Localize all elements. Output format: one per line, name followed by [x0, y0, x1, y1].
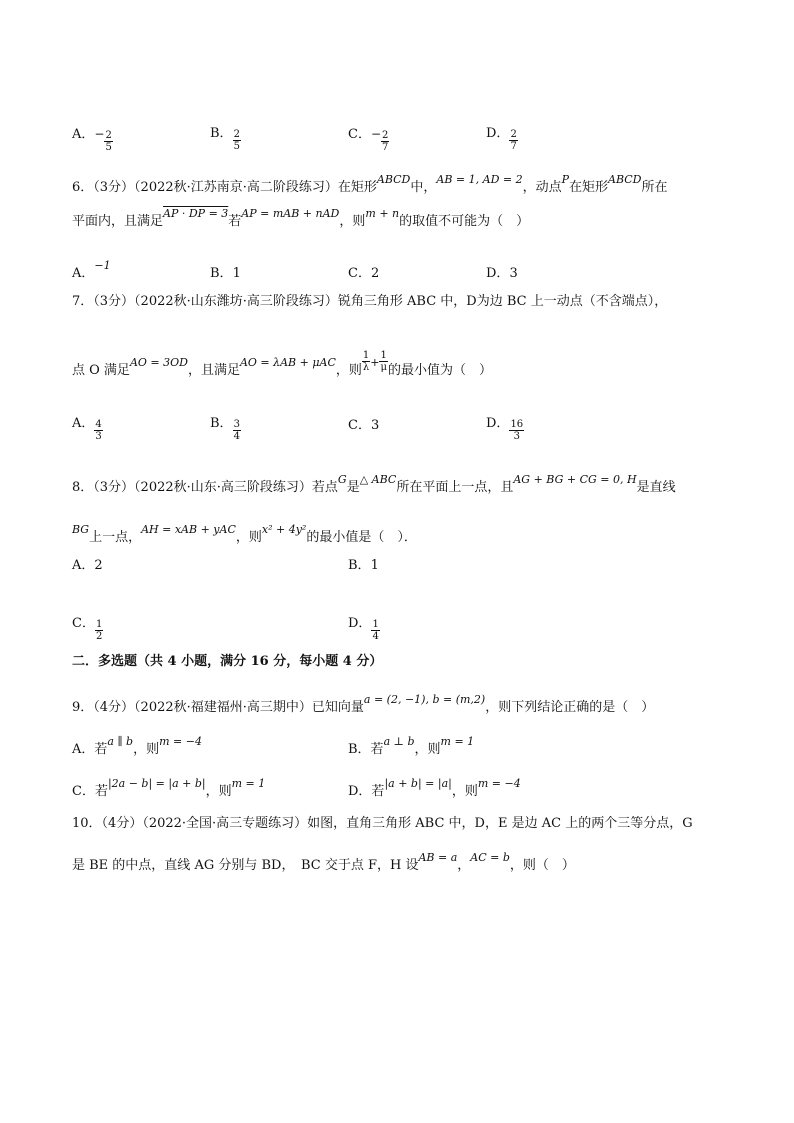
q8-option-b[interactable]: B．1 — [348, 558, 379, 573]
fraction: $\frac{2}{5}$ — [105, 130, 112, 153]
q5-option-d[interactable]: D． $\frac{2}{7}$ — [486, 126, 517, 152]
fraction: $\frac{16}{3}$ — [510, 419, 524, 442]
q8-option-d[interactable]: D． $\frac{1}{4}$ — [348, 616, 379, 642]
q7-stem-line2: 点 O 满足$^{AO = 3OD}$，且满足$^{AO = \lambda AB + \mu AC}$，则 $\frac{1}{\lambda}$ + $\frac{1}{\mu}$ 的最小值为（ ） — [72, 350, 492, 378]
q6-option-d[interactable]: D．3 — [486, 266, 518, 281]
q9-option-b[interactable]: B．若$^{a \perp b}$，则$^{m = 1}$ — [348, 735, 475, 757]
q8-stem-line1: 8．（3分）（2022秋·山东·高三阶段练习）若点$^G$是$^{\triangle ABC}$所在平面上一点，且$^{AG + BG + CG = 0, H}$是直线 — [72, 473, 676, 495]
q6-option-b[interactable]: B．1 — [210, 266, 241, 281]
q9-stem: 9．（4分）（2022秋·福建福州·高三期中）已知向量$^{a = (2, -1), b = (m,2)}$，则下列结论正确的是（ ） — [72, 693, 655, 715]
q7-option-d[interactable]: D． $\frac{16}{3}$ — [486, 416, 524, 442]
q6-stem-line1: 6．（3分）（2022秋·江苏南京·高二阶段练习）在矩形$^{ABCD}$中，$^{AB = 1, AD = 2}$，动点$^P$在矩形$^{ABCD}$所在 — [72, 173, 668, 195]
q5-option-c[interactable]: C．− $\frac{2}{7}$ — [348, 127, 389, 153]
fraction: $\frac{4}{3}$ — [95, 419, 102, 442]
q8-stem-line2: $^{BG}$上一点，$^{AH = xAB + yAC}$，则$^{x^2 + 4y^2}$的最小值是（ ）． — [72, 523, 417, 545]
q6-stem-line2: 平面内，且满足$^{AP \cdot DP = 3}$若$^{AP = mAB + nAD}$，则$^{m + n}$的取值不可能为（ ） — [72, 207, 530, 229]
q9-option-c[interactable]: C．若$^{|2a - b| = |a + b|}$，则$^{m = 1}$ — [72, 777, 266, 799]
fraction: $\frac{1}{4}$ — [372, 619, 379, 642]
q6-option-c[interactable]: C．2 — [348, 266, 380, 281]
q7-option-a[interactable]: A． $\frac{4}{3}$ — [72, 416, 102, 442]
fraction: $\frac{1}{\lambda}$ — [362, 350, 370, 373]
fraction: $\frac{1}{2}$ — [95, 619, 103, 642]
fraction: $\frac{2}{7}$ — [382, 130, 389, 153]
fraction: $\frac{2}{7}$ — [510, 129, 517, 152]
q5-option-a[interactable]: A．− $\frac{2}{5}$ — [72, 127, 112, 153]
q7-stem-line1: 7．（3分）（2022秋·山东潍坊·高三阶段练习）锐角三角形 ABC 中，D为边 BC 上一动点（不含端点）， — [72, 294, 668, 309]
q10-stem-line2: 是 BE 的中点，直线 AG 分别与 BD， BC 交于点 F，H 设$^{AB = a}$，$^{AC = b}$，则（ ） — [72, 851, 575, 873]
q5-option-b[interactable]: B． $\frac{2}{5}$ — [210, 126, 240, 152]
q9-option-a[interactable]: A．若$^{a \parallel b}$，则$^{m = -4}$ — [72, 735, 202, 757]
q7-option-c[interactable]: C．3 — [348, 418, 380, 433]
q9-option-d[interactable]: D．若$^{|a + b| = |a|}$，则$^{m = -4}$ — [348, 777, 521, 799]
q8-option-c[interactable]: C． $\frac{1}{2}$ — [72, 616, 103, 642]
q8-option-a[interactable]: A．2 — [72, 558, 103, 573]
section-heading-multiple-choice: 二．多选题（共 4 小题，满分 16 分，每小题 4 分） — [72, 654, 383, 669]
q6-option-a[interactable]: A．$^{-1}$ — [72, 259, 111, 281]
fraction: $\frac{3}{4}$ — [233, 419, 240, 442]
q7-option-b[interactable]: B． $\frac{3}{4}$ — [210, 416, 240, 442]
q10-stem-line1: 10．（4分）（2022·全国·高三专题练习）如图，直角三角形 ABC 中，D，E 是边 AC 上的两个三等分点，G — [72, 816, 693, 831]
fraction: $\frac{1}{\mu}$ — [380, 350, 387, 373]
fraction: $\frac{2}{5}$ — [233, 129, 240, 152]
